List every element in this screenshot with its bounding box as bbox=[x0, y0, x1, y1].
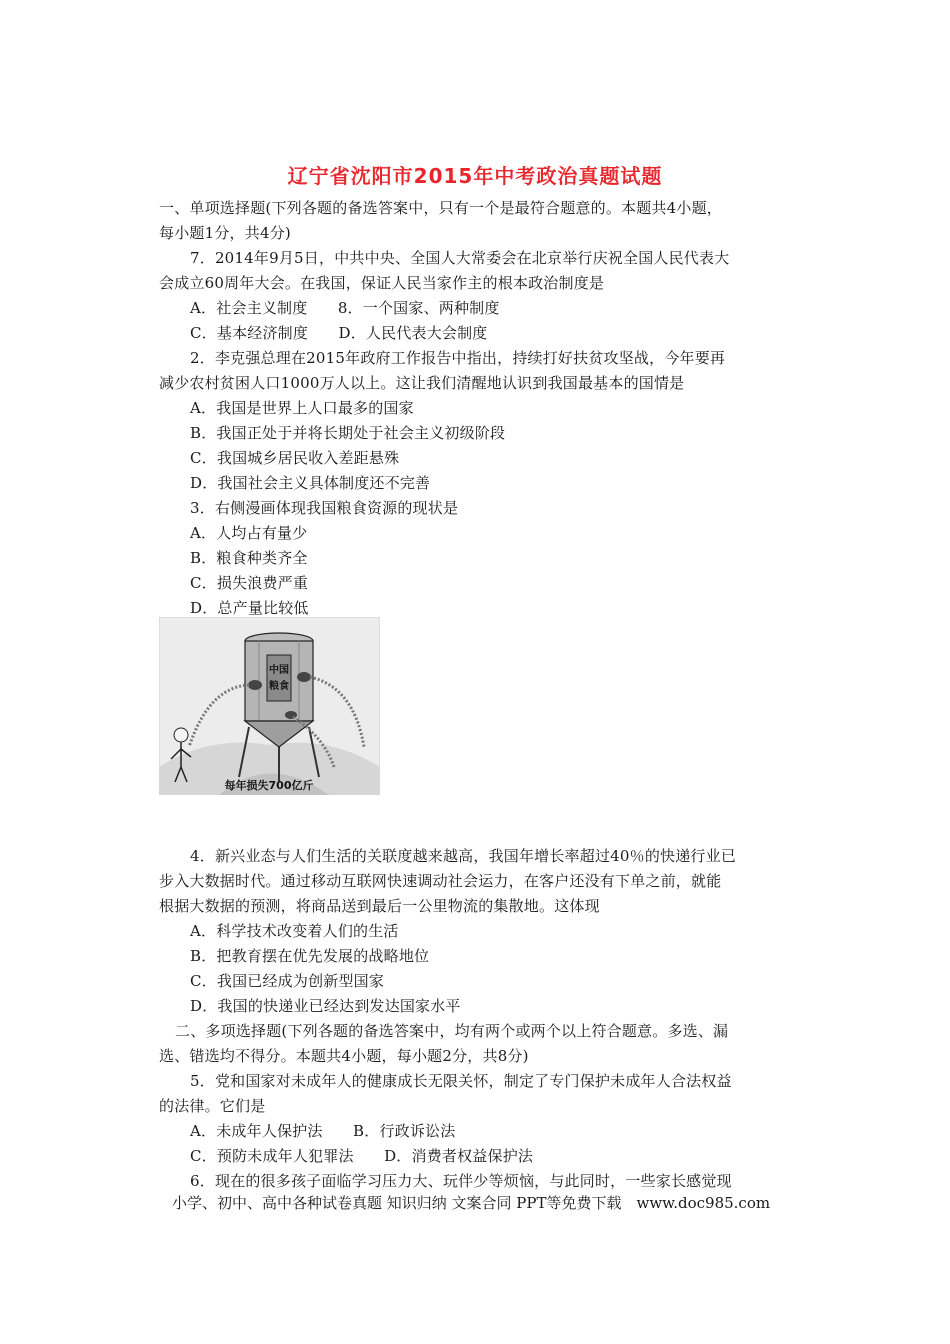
q2-option-b: B．我国正处于并将长期处于社会主义初级阶段 bbox=[190, 424, 506, 442]
q2-stem-line2: 减少农村贫困人口1000万人以上。这让我们清醒地认识到我国最基本的国情是 bbox=[159, 374, 685, 392]
q4-option-b: B．把教育摆在优先发展的战略地位 bbox=[190, 947, 430, 965]
q4-stem-line1: 4．新兴业态与人们生活的关联度越来越高，我国年增长率超过40％的快递行业已 bbox=[190, 847, 737, 865]
q4-stem-line2: 步入大数据时代。通过移动互联网快速调动社会运力，在客户还没有下单之前，就能 bbox=[159, 872, 722, 890]
q4-option-d: D．我国的快递业已经达到发达国家水平 bbox=[190, 997, 461, 1015]
footer-promo: 小学、初中、高中各种试卷真题 知识归纳 文案合同 PPT等免费下载 www.doc985.com bbox=[172, 1194, 771, 1212]
q4-option-c: C．我国已经成为创新型国家 bbox=[190, 972, 385, 990]
q5-stem-line1: 5．党和国家对未成年人的健康成长无限关怀，制定了专门保护未成年人合法权益 bbox=[190, 1072, 732, 1090]
q5-options-line2: C．预防未成年人犯罪法 D．消费者权益保护法 bbox=[190, 1147, 534, 1165]
q4-option-a: A．科学技术改变着人们的生活 bbox=[190, 922, 399, 940]
q2-stem-line1: 2．李克强总理在2015年政府工作报告中指出，持续打好扶贫攻坚战，今年要再 bbox=[190, 349, 726, 367]
tank-label-line2: 粮食 bbox=[269, 681, 289, 692]
q2-option-a: A．我国是世界上人口最多的国家 bbox=[190, 399, 414, 417]
q3-option-c: C．损失浪费严重 bbox=[190, 574, 309, 592]
q6-stem-line1: 6．现在的很多孩子面临学习压力大、玩伴少等烦恼，与此同时，一些家长感觉现 bbox=[190, 1172, 732, 1190]
q3-option-d: D．总产量比较低 bbox=[190, 599, 309, 617]
q2-option-c: C．我国城乡居民收入差距悬殊 bbox=[190, 449, 400, 467]
q7-stem-line2: 会成立60周年大会。在我国，保证人民当家作主的根本政治制度是 bbox=[159, 274, 605, 292]
section2-heading-line2: 选、错选均不得分。本题共4小题，每小题2分，共8分) bbox=[159, 1047, 529, 1065]
section1-heading-line1: 一、单项选择题(下列各题的备选答案中，只有一个是最符合题意的。本题共4小题， bbox=[159, 199, 722, 217]
q3-option-b: B．粮食种类齐全 bbox=[190, 549, 308, 567]
q2-option-d: D．我国社会主义具体制度还不完善 bbox=[190, 474, 431, 492]
q5-options-line1: A．未成年人保护法 B．行政诉讼法 bbox=[190, 1122, 456, 1140]
q3-stem: 3．右侧漫画体现我国粮食资源的现状是 bbox=[190, 499, 459, 517]
q7-stem-line1: 7．2014年9月5日，中共中央、全国人大常委会在北京举行庆祝全国人民代表大 bbox=[190, 249, 730, 267]
section1-heading-line2: 每小题1分，共4分) bbox=[159, 224, 291, 242]
q7-options-line1: A．社会主义制度 8．一个国家、两种制度 bbox=[190, 299, 500, 317]
q5-stem-line2: 的法律。它们是 bbox=[159, 1097, 266, 1115]
section2-heading-line1: 二、多项选择题(下列各题的备选答案中，均有两个或两个以上符合题意。多选、漏 bbox=[175, 1022, 729, 1040]
q4-stem-line3: 根据大数据的预测，将商品送到最后一公里物流的集散地。这体现 bbox=[159, 897, 600, 915]
q3-option-a: A．人均占有量少 bbox=[190, 524, 308, 542]
document-title: 辽宁省沈阳市2015年中考政治真题试题 bbox=[287, 164, 663, 188]
cartoon-caption: 每年损失700亿斤 bbox=[224, 779, 314, 792]
grain-loss-cartoon bbox=[159, 617, 380, 795]
q7-options-line2: C．基本经济制度 D．人民代表大会制度 bbox=[190, 324, 488, 342]
tank-label-line1: 中国 bbox=[269, 665, 289, 676]
